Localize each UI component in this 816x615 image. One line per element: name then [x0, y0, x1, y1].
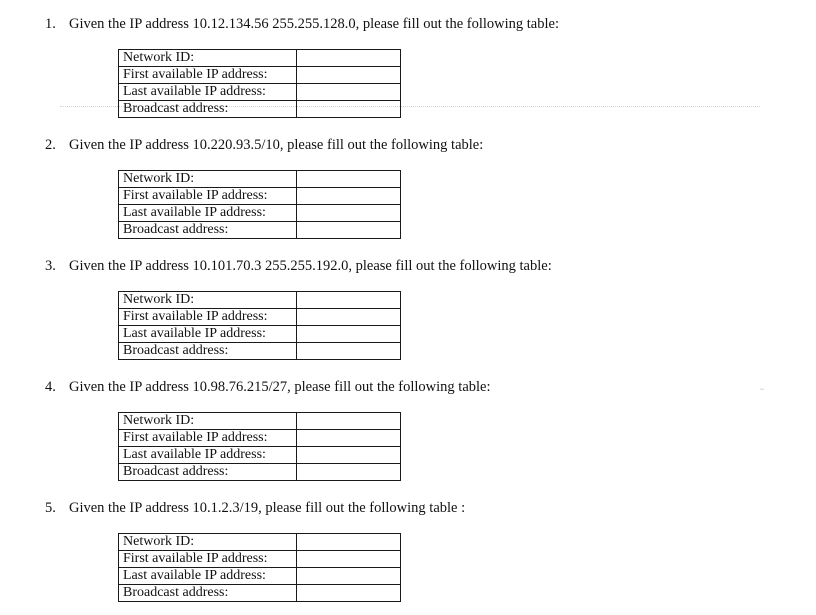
- table-row-network-id: [119, 50, 401, 67]
- question-prompt: Given the IP address 10.98.76.215/27, please fill out the following table:: [69, 379, 491, 395]
- network-id-label: Network ID:: [119, 534, 297, 551]
- question-number: 1.: [45, 16, 56, 32]
- first-ip-label: First available IP address:: [119, 309, 297, 326]
- last-ip-label: Last available IP address:: [119, 84, 297, 101]
- table-row-network-id: [119, 534, 401, 551]
- table-row-first-ip: [119, 551, 401, 568]
- table-row-broadcast: [119, 464, 401, 481]
- table-row-last-ip: [119, 205, 401, 222]
- last-ip-answer-cell[interactable]: [297, 205, 401, 222]
- answer-table-3: [118, 291, 401, 360]
- question-number: 3.: [45, 258, 56, 274]
- answer-table-4: [118, 412, 401, 481]
- question-prompt: Given the IP address 10.1.2.3/19, please fill out the following table :: [69, 500, 466, 516]
- first-ip-label: First available IP address:: [119, 188, 297, 205]
- question-number: 2.: [45, 137, 56, 153]
- table-row-last-ip: [119, 326, 401, 343]
- table-row-network-id: [119, 413, 401, 430]
- broadcast-label: Broadcast address:: [119, 343, 297, 360]
- question-text: [45, 499, 465, 517]
- question-text: [45, 15, 559, 33]
- first-ip-label: First available IP address:: [119, 430, 297, 447]
- network-id-answer-cell[interactable]: [297, 292, 401, 309]
- question-text: [45, 257, 552, 275]
- table-row-broadcast: [119, 101, 401, 118]
- table-row-first-ip: [119, 309, 401, 326]
- broadcast-label: Broadcast address:: [119, 585, 297, 602]
- table-row-last-ip: [119, 568, 401, 585]
- table-row-last-ip: [119, 84, 401, 101]
- scan-artifact-speck: ~: [760, 385, 765, 394]
- last-ip-answer-cell[interactable]: [297, 84, 401, 101]
- first-ip-answer-cell[interactable]: [297, 67, 401, 84]
- question-text: [45, 378, 491, 396]
- table-row-first-ip: [119, 430, 401, 447]
- answer-table-2: [118, 170, 401, 239]
- last-ip-label: Last available IP address:: [119, 326, 297, 343]
- last-ip-answer-cell[interactable]: [297, 568, 401, 585]
- network-id-answer-cell[interactable]: [297, 171, 401, 188]
- first-ip-label: First available IP address:: [119, 67, 297, 84]
- broadcast-label: Broadcast address:: [119, 464, 297, 481]
- broadcast-label: Broadcast address:: [119, 222, 297, 239]
- first-ip-answer-cell[interactable]: [297, 188, 401, 205]
- first-ip-label: First available IP address:: [119, 551, 297, 568]
- broadcast-answer-cell[interactable]: [297, 222, 401, 239]
- network-id-label: Network ID:: [119, 50, 297, 67]
- table-row-first-ip: [119, 67, 401, 84]
- broadcast-answer-cell[interactable]: [297, 585, 401, 602]
- question-prompt: Given the IP address 10.101.70.3 255.255.192.0, please fill out the following table:: [69, 258, 552, 274]
- question-text: [45, 136, 483, 154]
- last-ip-answer-cell[interactable]: [297, 326, 401, 343]
- last-ip-label: Last available IP address:: [119, 568, 297, 585]
- network-id-label: Network ID:: [119, 292, 297, 309]
- table-row-network-id: [119, 171, 401, 188]
- question-prompt: Given the IP address 10.220.93.5/10, please fill out the following table:: [69, 137, 484, 153]
- broadcast-answer-cell[interactable]: [297, 464, 401, 481]
- network-id-answer-cell[interactable]: [297, 50, 401, 67]
- table-row-network-id: [119, 292, 401, 309]
- first-ip-answer-cell[interactable]: [297, 309, 401, 326]
- table-row-first-ip: [119, 188, 401, 205]
- question-prompt: Given the IP address 10.12.134.56 255.255.128.0, please fill out the following table:: [69, 16, 559, 32]
- broadcast-answer-cell[interactable]: [297, 101, 401, 118]
- last-ip-label: Last available IP address:: [119, 205, 297, 222]
- table-row-broadcast: [119, 222, 401, 239]
- broadcast-answer-cell[interactable]: [297, 343, 401, 360]
- first-ip-answer-cell[interactable]: [297, 551, 401, 568]
- first-ip-answer-cell[interactable]: [297, 430, 401, 447]
- answer-table-1: [118, 49, 401, 118]
- table-row-broadcast: [119, 585, 401, 602]
- answer-table-5: [118, 533, 401, 602]
- table-row-last-ip: [119, 447, 401, 464]
- network-id-answer-cell[interactable]: [297, 534, 401, 551]
- table-row-broadcast: [119, 343, 401, 360]
- last-ip-label: Last available IP address:: [119, 447, 297, 464]
- broadcast-label: Broadcast address:: [119, 101, 297, 118]
- network-id-answer-cell[interactable]: [297, 413, 401, 430]
- network-id-label: Network ID:: [119, 171, 297, 188]
- network-id-label: Network ID:: [119, 413, 297, 430]
- last-ip-answer-cell[interactable]: [297, 447, 401, 464]
- question-number: 4.: [45, 379, 56, 395]
- question-number: 5.: [45, 500, 56, 516]
